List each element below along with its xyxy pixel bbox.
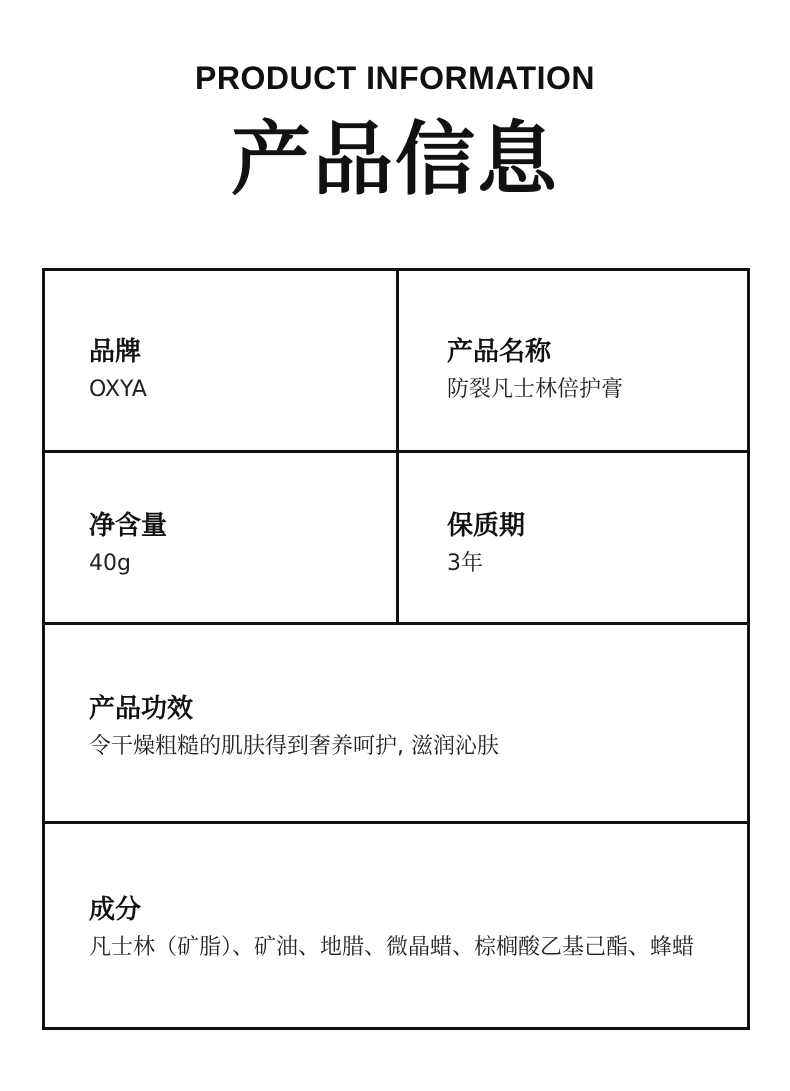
ingredients-cell xyxy=(89,893,694,963)
efficacy-value: 令干燥粗糙的肌肤得到奢养呵护, 滋润沁肤 xyxy=(89,734,499,759)
efficacy-cell xyxy=(89,692,499,762)
page-subtitle: PRODUCT INFORMATION xyxy=(195,60,595,96)
product-name-cell xyxy=(447,335,623,405)
brand-value: OXYA xyxy=(89,377,147,402)
table-column-divider xyxy=(396,271,399,623)
shelf-life-cell xyxy=(447,509,525,579)
efficacy-label: 产品功效 xyxy=(89,694,194,724)
product-info-table xyxy=(42,268,750,1030)
product-name-value: 防裂凡士林倍护膏 xyxy=(447,377,624,402)
shelf-life-value: 3年 xyxy=(447,551,483,576)
brand-cell xyxy=(89,335,147,405)
net-content-label: 净含量 xyxy=(89,511,168,541)
table-row-divider xyxy=(45,622,747,625)
net-content-value: 40g xyxy=(89,551,131,576)
table-row-divider xyxy=(45,450,747,453)
net-content-cell xyxy=(89,509,167,579)
brand-label: 品牌 xyxy=(89,337,142,367)
shelf-life-label: 保质期 xyxy=(447,511,526,541)
table-row-divider xyxy=(45,821,747,824)
ingredients-value: 凡士林（矿脂）、矿油、地腊、微晶蜡、棕榈酸乙基己酯、蜂蜡 xyxy=(89,935,695,960)
page-title: 产品信息 xyxy=(231,113,559,206)
product-name-label: 产品名称 xyxy=(447,337,552,367)
ingredients-label: 成分 xyxy=(89,895,142,925)
